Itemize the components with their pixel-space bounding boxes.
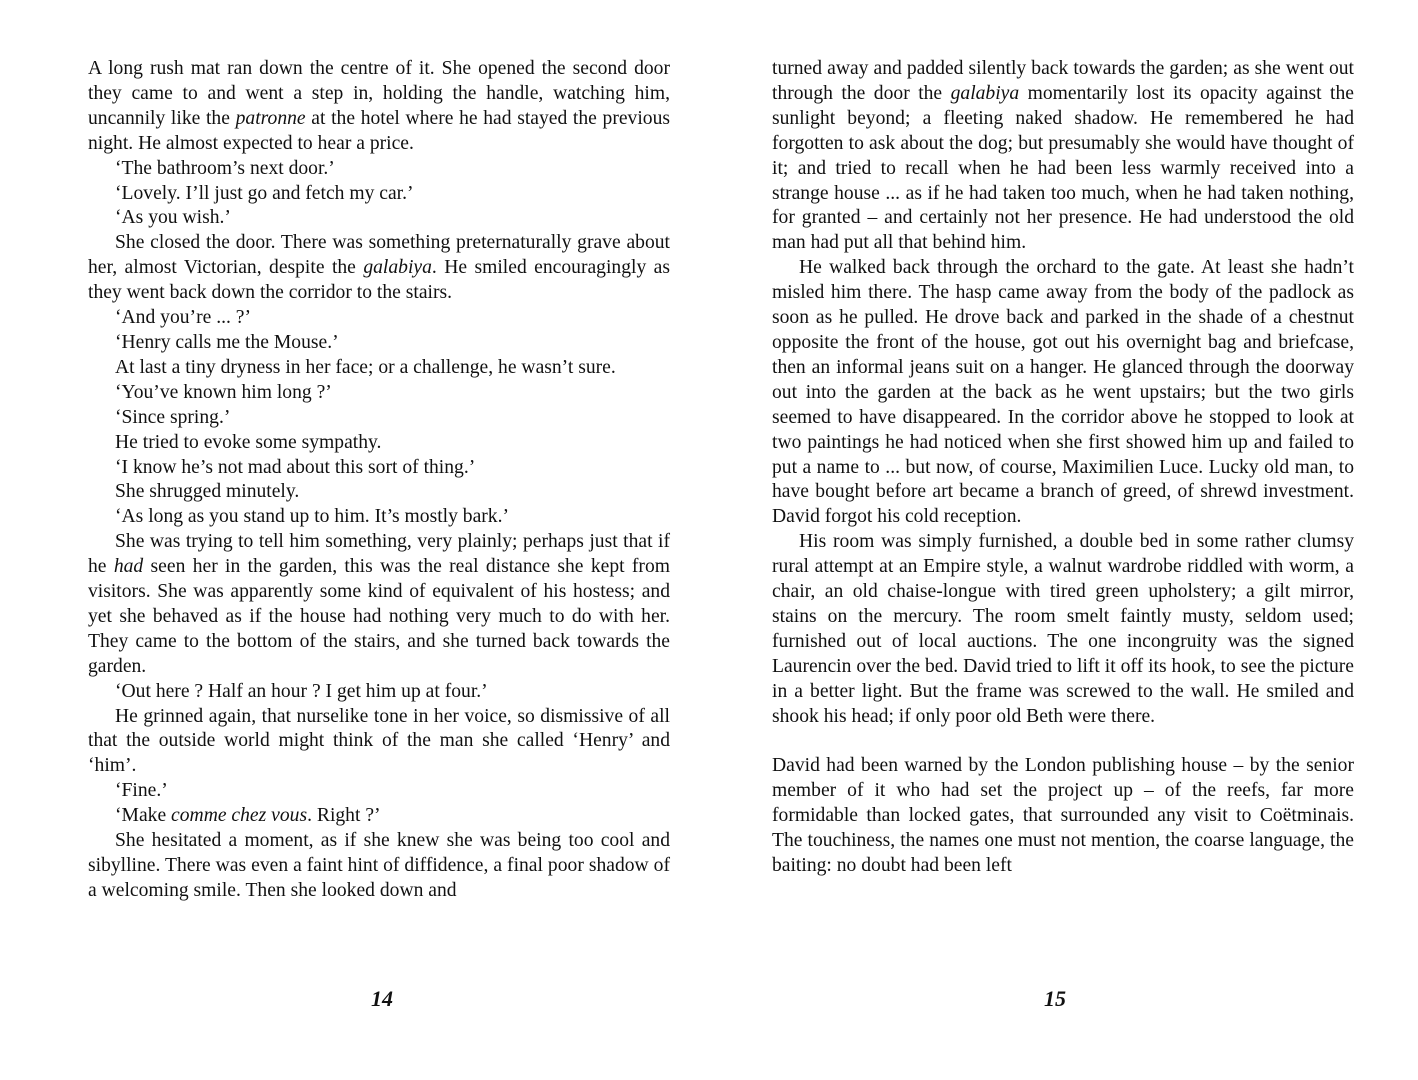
paragraph (88, 530, 670, 679)
paragraph (88, 406, 670, 431)
text-run: momentarily lost its opacity against the sunlight beyond; a fleeting naked shadow. He remembered he had forgotten to ask about the dog; but presumably she would have thought of it; and tried to recall when he had been less warmly received into a strange house ... as if he had taken too much, when he had taken nothing, for granted – and certainly not her presence. He had understood the old man had put all that behind him. (772, 82, 1354, 254)
text-run: ‘Lovely. I’ll just go and fetch my car.’ (115, 182, 414, 204)
page-number-left: 14 (371, 986, 393, 1011)
paragraph (88, 182, 670, 207)
text-run: She shrugged minutely. (115, 481, 300, 503)
text-run: . Right ?’ (307, 805, 381, 827)
text-run: He tried to evoke some sympathy. (115, 431, 382, 453)
text-run: ‘Henry calls me the Mouse.’ (115, 331, 339, 353)
paragraph (772, 57, 1354, 256)
paragraph (772, 530, 1354, 729)
text-run: turned away and padded silently back towards the garden; as she went out through the door the (772, 58, 1354, 104)
page-number-right: 15 (1044, 986, 1066, 1011)
text-run: ‘Since spring.’ (115, 406, 231, 428)
italic-text: patronne (235, 107, 306, 129)
paragraph (88, 779, 670, 804)
text-run: ‘Make (115, 805, 172, 827)
text-run: at the hotel where he had stayed the previous night. He almost expected to hear a price. (88, 107, 671, 154)
text-run: She was trying to tell him something, very plainly; perhaps just that if he (88, 531, 670, 578)
paragraph (88, 381, 670, 406)
paragraph (88, 57, 670, 157)
text-run: ‘You’ve known him long ?’ (115, 381, 332, 403)
paragraph (88, 680, 670, 705)
text-run: ‘I know he’s not mad about this sort of thing.’ (115, 456, 476, 478)
text-run: ‘As you wish.’ (115, 207, 231, 229)
paragraph (88, 456, 670, 481)
text-run: ‘And you’re ... ?’ (115, 307, 252, 329)
text-run: ‘Fine.’ (115, 780, 168, 802)
text-run: He walked back through the orchard to the gate. At least she hadn’t misled him there. The hasp came away from the body of the padlock as soon as he pulled. He drove back and parked in the shade of a chestnut opposite the front of the house, got out his overnight bag and briefcase, then an informal jeans suit on a hanger. He glanced through the doorway out into the garden at the back as he went upstairs; but the two girls seemed to have disappeared. In the corridor above he stopped to look at two paintings he had noticed when she first showed him up and failed to put a name to ... but now, of course, Maximilien Luce. Lucky old man, to have bought before art became a branch of greed, of shrewd investment. David forgot his cold reception. (772, 257, 1354, 528)
italic-text: galabiya (950, 82, 1020, 104)
paragraph (88, 705, 670, 780)
text-run: seen her in the garden, this was the real distance she kept from visitors. She was apparently some kind of equivalent of his hostess; and yet she behaved as if the house had nothing very much to do with her. They came to the bottom of the stairs, and she turned back towards the garden. (88, 556, 670, 677)
right-page-text (772, 57, 1354, 879)
paragraph (88, 231, 670, 306)
text-run: ‘Out here ? Half an hour ? I get him up at four.’ (115, 680, 488, 702)
paragraph (88, 505, 670, 530)
text-run: At last a tiny dryness in her face; or a challenge, he wasn’t sure. (115, 356, 616, 378)
text-run: His room was simply furnished, a double bed in some rather clumsy rural attempt at an Empire style, a walnut wardrobe riddled with worm, a chair, an old chaise-longue with tired green upholstery; a gilt mirror, stains on the mercury. The room smelt faintly musty, seldom used; furnished out of local auctions. The one incongruity was the signed Laurencin over the bed. David tried to lift it off its hook, to see the picture in a better light. But the frame was screwed to the wall. He smiled and shook his head; if only poor old Beth were there. (772, 531, 1354, 727)
italic-text: had (113, 556, 144, 578)
text-run: ‘The bathroom’s next door.’ (115, 157, 335, 179)
text-run: A long rush mat ran down the centre of it. She opened the second door they came to and went a step in, holding the handle, watching him, uncannily like the (88, 58, 670, 129)
text-run: David had been warned by the London publishing house – by the senior member of it who had set the project up – of the reefs, far more formidable than locked gates, that surrounded any visit to Coëtminais. The touchiness, the names one must not mention, the coarse language, the baiting: no doubt had been left (772, 755, 1354, 876)
italic-text: comme chez vous (171, 805, 308, 827)
paragraph (88, 331, 670, 356)
paragraph (88, 829, 670, 904)
paragraph (772, 256, 1354, 530)
paragraph (88, 804, 670, 829)
paragraph (88, 356, 670, 381)
paragraph (88, 431, 670, 456)
italic-text: galabiya (363, 257, 432, 279)
paragraph (88, 206, 670, 231)
paragraph (88, 157, 670, 182)
section-break (772, 729, 1354, 754)
text-run: She hesitated a moment, as if she knew she was being too cool and sibylline. There was even a faint hint of diffidence, a final poor shadow of a welcoming smile. Then she looked down and (88, 830, 670, 901)
paragraph (772, 754, 1354, 879)
text-run: She closed the door. There was something preternaturally grave about her, almost Victorian, despite the (88, 232, 670, 279)
text-run: He grinned again, that nurselike tone in her voice, so dismissive of all that the outside world might think of the man she called ‘Henry’ and ‘him’. (88, 705, 670, 777)
paragraph (88, 480, 670, 505)
paragraph (88, 306, 670, 331)
left-page-text (88, 57, 670, 904)
text-run: . He smiled encouragingly as they went back down the corridor to the stairs. (88, 257, 670, 304)
text-run: ‘As long as you stand up to him. It’s mostly bark.’ (115, 506, 510, 528)
